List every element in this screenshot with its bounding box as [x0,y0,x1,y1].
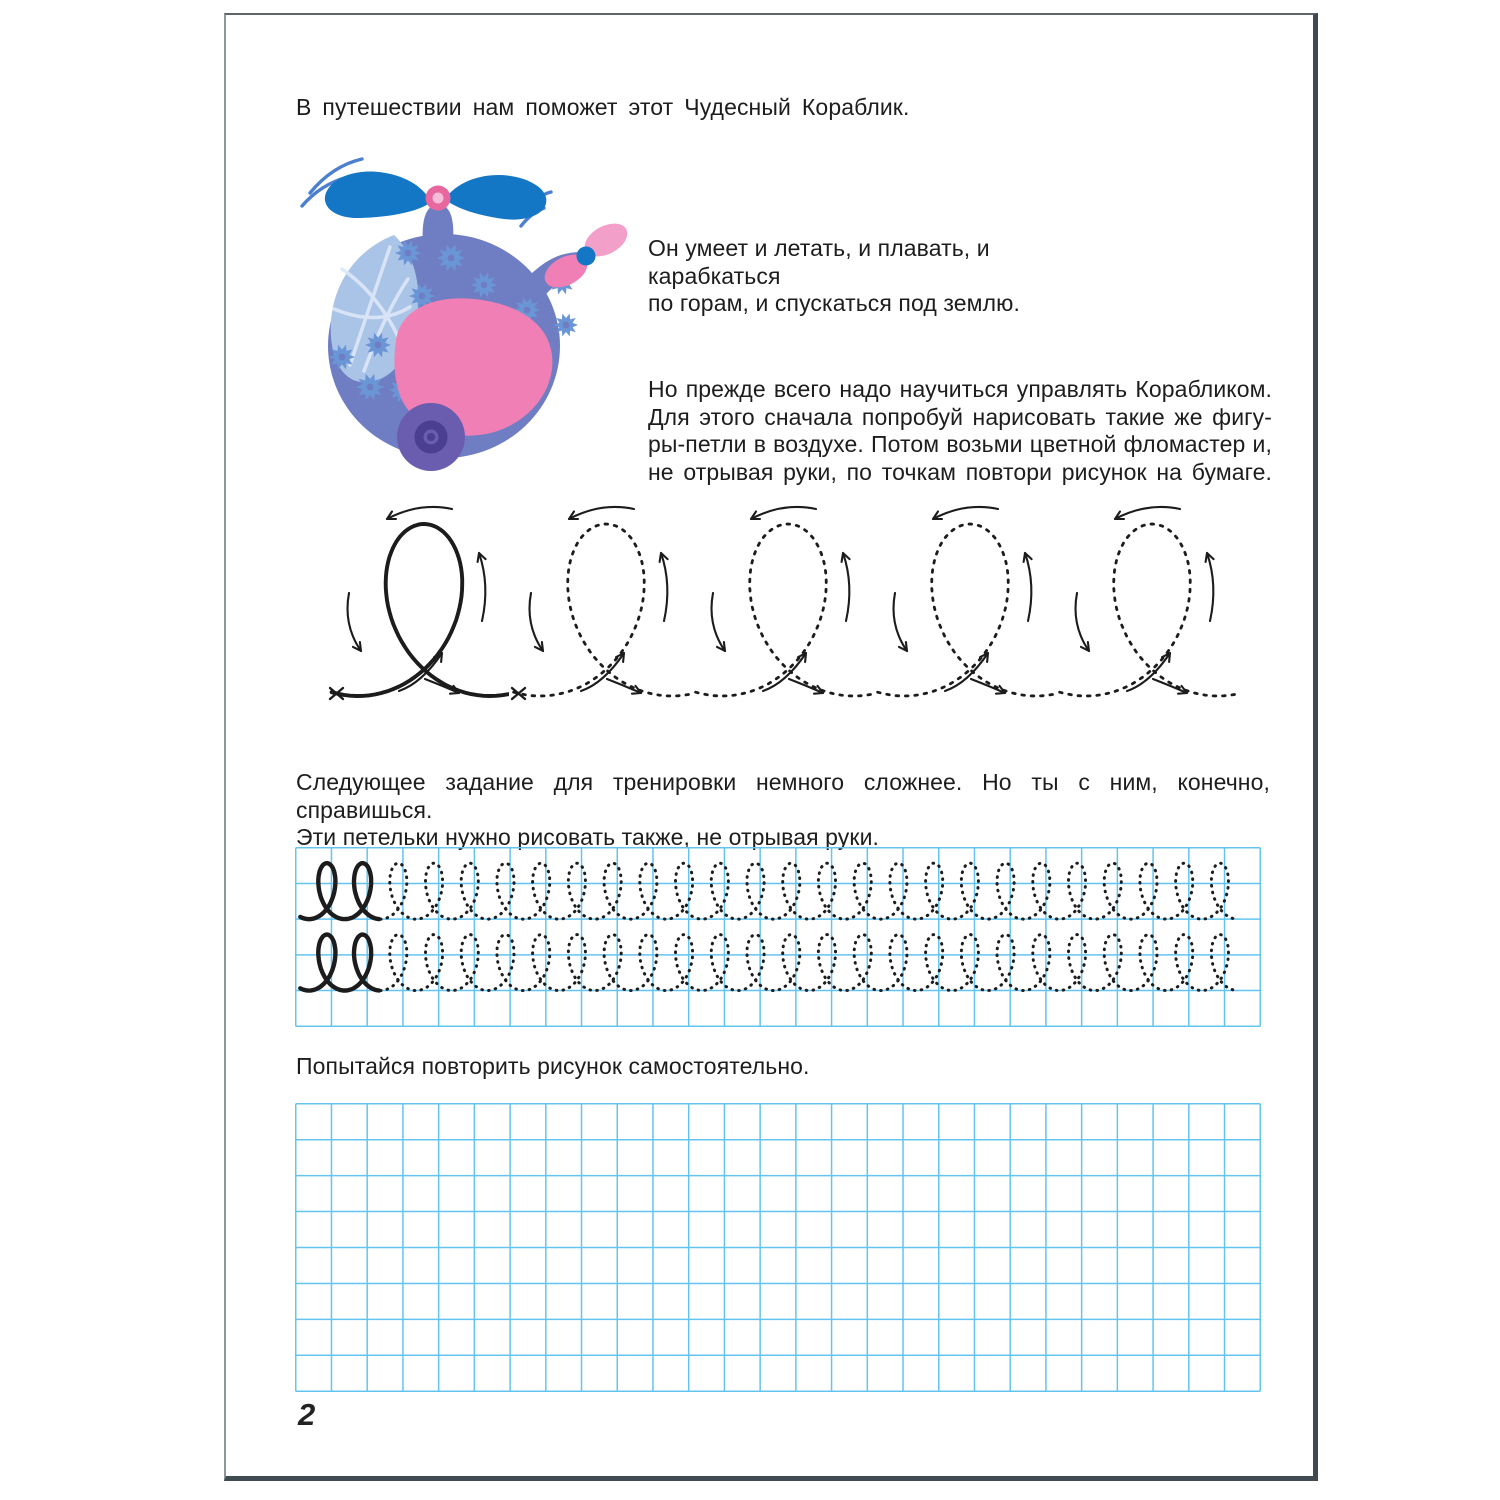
text-line: не отрывая руки, по точкам повтори рисунок на бумаге. [648,458,1272,485]
text-line: по горам, и спускаться под землю. [648,290,1020,316]
helicopter-illustration [298,149,630,481]
text-line: Для этого сначала попробуй нарисовать такие же фигу- [648,403,1272,430]
instructions-text [648,376,1272,486]
practice-grid [295,847,1261,1027]
free-grid [295,1103,1261,1392]
text-line: Он умеет и летать, и плавать, и карабкаться [648,235,990,289]
tail-rotor-icon [539,217,630,294]
text-line: ры-петли в воздухе. Потом возьми цветной фломастер и, [648,431,1272,457]
loop-figure [691,493,873,721]
practice-intro-text [296,769,1270,852]
helicopter-caption [648,235,1128,318]
page-number: 2 [298,1397,316,1432]
loop-figure [1055,493,1237,721]
text-line: Эти петельки нужно рисовать также, не отрывая руки. [296,824,880,850]
text-line: Следующее задание для тренировки немного сложнее. Но ты с ним, конечно, справишься. [296,769,1270,823]
intro-text: В путешествии нам поможет этот Чудесный Кораблик. [296,94,910,120]
repeat-prompt-text: Попытайся повторить рисунок самостоятельно. [296,1053,810,1079]
loop-figure [509,493,691,721]
wheel [397,403,465,471]
loop-figure [873,493,1055,721]
loop-figure [327,493,509,721]
text-line: Но прежде всего надо научиться управлять Корабликом. [648,376,1272,402]
loop-figures-row [327,493,1242,721]
workbook-page [224,13,1318,1481]
